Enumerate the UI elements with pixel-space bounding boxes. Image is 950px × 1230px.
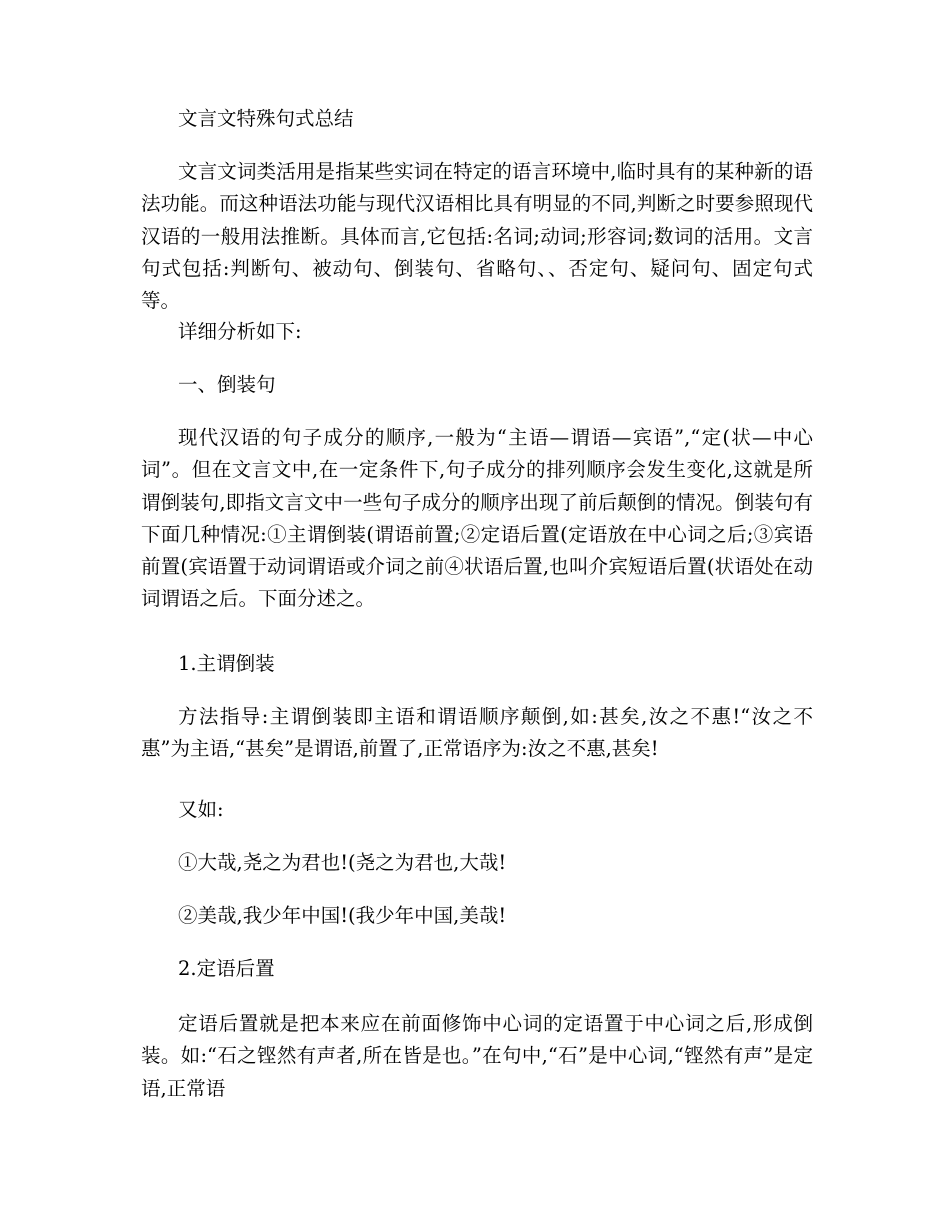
paragraph-postposed-attributive: 定语后置就是把本来应在前面修饰中心词的定语置于中心词之后,形成倒装。如:“石之铿然有声者,所在皆是也。”在句中,“石”是中心词,“铿然有声”是定语,正常语 xyxy=(141,1012,813,1100)
subheading-postposed-attributive: 2.定语后置 xyxy=(178,957,275,980)
paragraph-analysis-lead: 详细分析如下: xyxy=(178,320,302,343)
section-heading-inversion: 一、倒装句 xyxy=(178,373,276,396)
subheading-subject-predicate-inversion: 1.主谓倒装 xyxy=(178,652,275,675)
document-title: 文言文特殊句式总结 xyxy=(178,107,354,130)
example-item-2: ②美哉,我少年中国!(我少年中国,美哉! xyxy=(178,904,507,927)
paragraph-method-guide: 方法指导:主谓倒装即主语和谓语顺序颠倒,如:甚矣,汝之不惠!“汝之不惠”为主语,“甚矣”是谓语,前置了,正常语序为:汝之不惠,甚矣! xyxy=(141,705,813,761)
example-item-1: ①大哉,尧之为君也!(尧之为君也,大哉! xyxy=(178,851,507,874)
paragraph-example-lead: 又如: xyxy=(178,798,224,821)
paragraph-intro: 文言文词类活用是指某些实词在特定的语言环境中,临时具有的某种新的语法功能。而这种语法功能与现代汉语相比具有明显的不同,判断之时要参照现代汉语的一般用法推断。具体而言,它包括:名词;动词;形容词;数词的活用。文言句式包括:判断句、被动句、倒装句、省略句、、否定句、疑问句、固定句式等。 xyxy=(141,160,813,313)
paragraph-inversion-overview: 现代汉语的句子成分的顺序,一般为“主语—谓语—宾语”,“定(状—中心词”。但在文言文中,在一定条件下,句子成分的排列顺序会发生变化,这就是所谓倒装句,即指文言文中一些句子成分的顺序出现了前后颠倒的情况。倒装句有下面几种情况:①主谓倒装(谓语前置;②定语后置(定语放在中心词之后;③宾语前置(宾语置于动词谓语或介词之前④状语后置,也叫介宾短语后置(状语处在动词谓语之后。下面分述之。 xyxy=(141,426,813,611)
